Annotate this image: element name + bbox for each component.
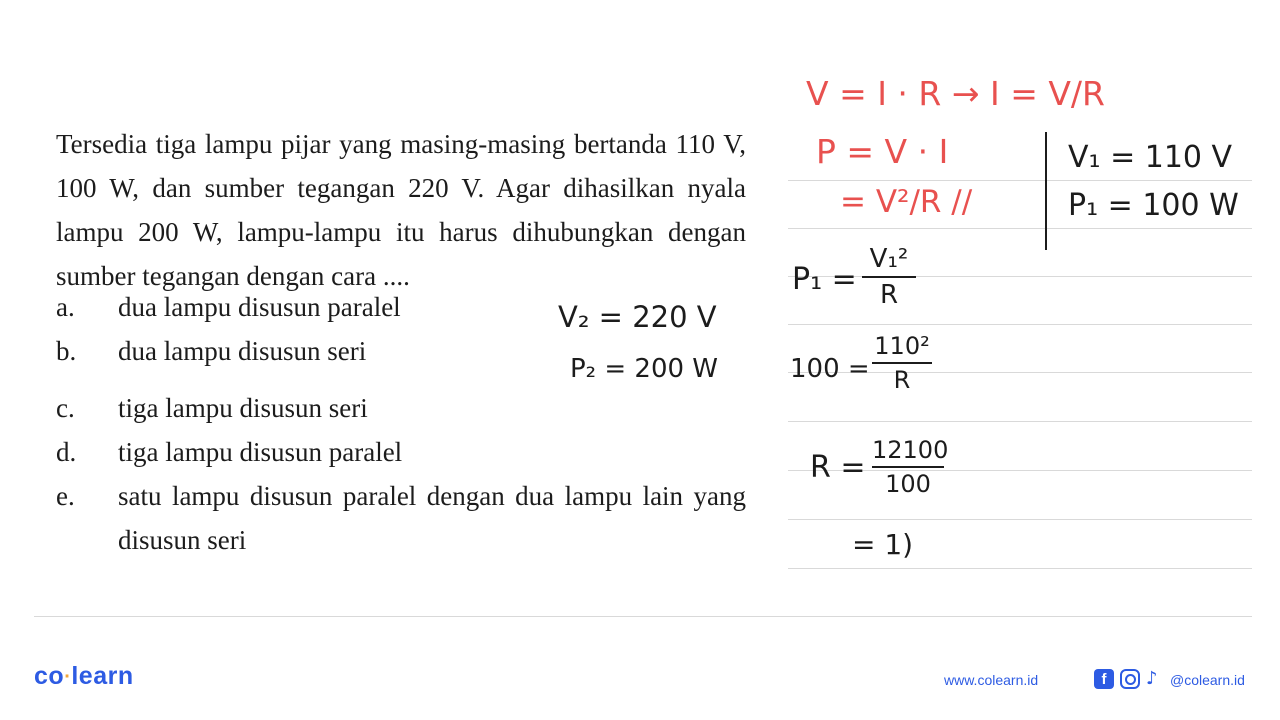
website-link[interactable]: www.colearn.id	[944, 672, 1039, 688]
given-p2: P₂ = 200 W	[570, 354, 719, 384]
step4-result: = 1)	[852, 528, 914, 561]
colearn-logo[interactable]	[34, 662, 134, 691]
option-letter: e.	[56, 481, 75, 511]
formula-ohm: V = I · R → I = V/R	[806, 74, 1105, 113]
footer-divider	[34, 616, 1252, 617]
ruled-line	[788, 228, 1252, 229]
formula-power: P = V · I	[816, 132, 949, 171]
option-text: satu lampu disusun paralel dengan dua lampu lain yang disusun seri	[118, 481, 746, 555]
given-v1: V₁ = 110 V	[1068, 140, 1233, 175]
brand-left: co	[34, 662, 65, 690]
step1-lhs: P₁ =	[792, 262, 857, 297]
given-divider	[1045, 132, 1047, 250]
given-p1: P₁ = 100 W	[1068, 188, 1239, 223]
step2-denominator: R	[893, 366, 911, 394]
ruled-line	[788, 180, 1252, 181]
ruled-line	[788, 276, 1252, 277]
step2-numerator: 110²	[874, 332, 930, 360]
ruled-line	[788, 519, 1252, 520]
ruled-line	[788, 568, 1252, 569]
step1-denominator: R	[879, 280, 899, 310]
step2-lhs: 100 =	[790, 354, 870, 384]
option-letter: d.	[56, 437, 77, 467]
tiktok-icon[interactable]: ♪	[1146, 668, 1158, 689]
ruled-line	[788, 324, 1252, 325]
step3-fraction	[872, 436, 949, 498]
option-text: tiga lampu disusun seri	[118, 393, 368, 423]
step1-numerator: V₁²	[869, 244, 909, 274]
facebook-icon[interactable]: f	[1094, 669, 1114, 689]
option-text: dua lampu disusun seri	[118, 336, 367, 366]
option-letter: b.	[56, 336, 77, 366]
step3-numerator: 12100	[872, 436, 949, 464]
brand-dot: ·	[64, 665, 72, 688]
fraction-bar	[872, 466, 944, 468]
brand-right: learn	[71, 662, 134, 690]
fraction-bar	[872, 362, 932, 364]
ruled-line	[788, 421, 1252, 422]
option-text: dua lampu disusun paralel	[118, 292, 401, 322]
step3-denominator: 100	[885, 470, 931, 498]
option-letter: a.	[56, 292, 75, 322]
step3-lhs: R =	[810, 450, 866, 485]
option-text: tiga lampu disusun paralel	[118, 437, 403, 467]
step2-fraction	[872, 332, 932, 394]
instagram-icon[interactable]	[1120, 669, 1140, 689]
social-handle[interactable]: @colearn.id	[1170, 672, 1245, 688]
question-text: Tersedia tiga lampu pijar yang masing-masing bertanda 110 V, 100 W, dan sumber tegangan 220 V. Agar dihasilkan nyala lampu 200 W, lampu-lampu itu harus dihubungkan dengan sumber tegangan dengan cara ....	[56, 129, 746, 291]
step1-fraction	[862, 244, 916, 310]
option-letter: c.	[56, 393, 75, 423]
formula-power-resistance: = V²/R //	[840, 184, 973, 220]
fraction-bar	[862, 276, 916, 278]
given-v2: V₂ = 220 V	[558, 300, 717, 334]
